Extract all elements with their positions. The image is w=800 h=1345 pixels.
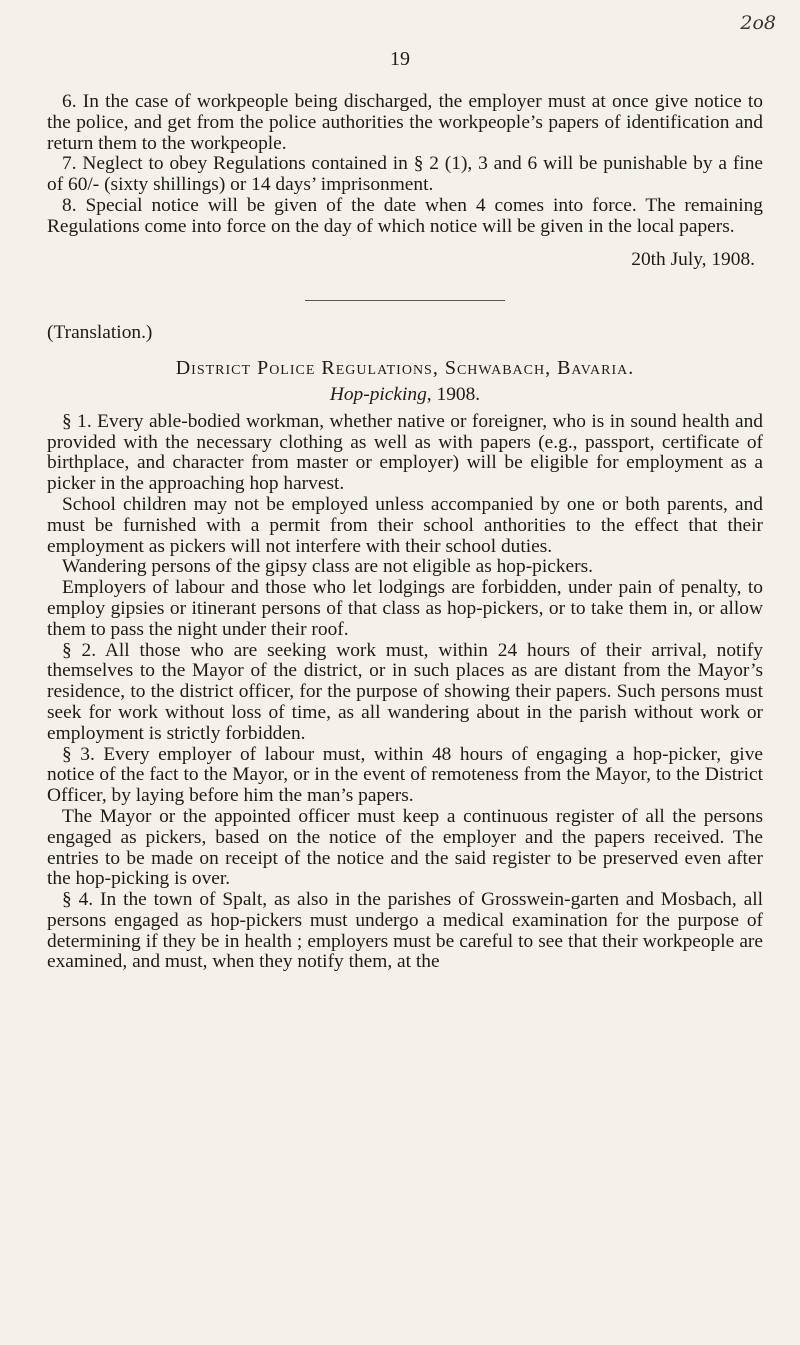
employers-paragraph: Employers of labour and those who let lodgings are forbidden, under pain of penalty, to employ gipsies or itinerant persons of that class as hop-pickers, or to take them in, or allow them to pass the night under their roof. [47, 577, 763, 640]
document-body [47, 92, 763, 973]
section-heading: District Police Regulations, Schwabach, Bavaria. [175, 357, 635, 380]
paragraph-6: 6. In the case of workpeople being discharged, the employer must at once give notice to the police, and get from the police authorities the workpeople’s papers of identification and return them to the workpeople. [47, 91, 763, 154]
subheading-year: , 1908. [426, 383, 481, 405]
section-1: § 1. Every able-bodied workman, whether native or foreigner, who is in sound health and provided with the necessary clothing as well as with papers (e.g., passport, certificate of birthplace, and character from master or employer) will be eligible for employment as a picker in the approaching hop harvest. [47, 410, 763, 495]
school-children-paragraph: School children may not be employed unless accompanied by one or both parents, and must be furnished with a permit from their school anthorities to the effect that their employment as pickers will not interfere with their school duties. [47, 493, 763, 557]
subheading [47, 385, 763, 406]
handwritten-page-mark: 2o8 [740, 12, 776, 34]
wandering-persons-paragraph: Wandering persons of the gipsy class are not eligible as hop-pickers. [62, 556, 593, 578]
section-4: § 4. In the town of Spalt, as also in the parishes of Grosswein-garten and Mosbach, all persons engaged as hop-pickers must undergo a medical examination for the purpose of determining if they be in health ; employers must be careful to see that their workpeople are examined, and must, when they notify them, at the [47, 889, 763, 973]
translation-note: (Translation.) [47, 322, 153, 344]
register-paragraph: The Mayor or the appointed officer must keep a continuous register of all the persons engaged as pickers, based on the notice of the employer and the papers received. The entries to be made on receipt of the notice and the said register to be preserved even after the hop-picking is over. [47, 805, 763, 890]
section-2: § 2. All those who are seeking work must, within 24 hours of their arrival, notify themselves to the Mayor of the district, or in such places as are distant from the Mayor’s residence, to the district officer, for the purpose of showing their papers. Such persons must seek for work without loss of time, as all wandering about in the parish without work or employment is strictly forbidden. [47, 639, 763, 744]
section-divider [305, 300, 505, 301]
date-line: 20th July, 1908. [631, 248, 755, 270]
paragraph-8: 8. Special notice will be given of the date when 4 comes into force. The remaining Regulations come into force on the day of which notice will be given in the local papers. [47, 194, 763, 237]
subheading-italic: Hop-picking [329, 383, 427, 405]
paragraph-7: 7. Neglect to obey Regulations contained in § 2 (1), 3 and 6 will be punishable by a fine of 60/- (sixty shillings) or 14 days’ imprisonment. [47, 153, 763, 196]
section-3: § 3. Every employer of labour must, within 48 hours of engaging a hop-picker, give notice of the fact to the Mayor, or in the event of remoteness from the Mayor, to the District Officer, by laying before him the man’s papers. [47, 743, 763, 807]
page-number: 19 [390, 48, 410, 70]
